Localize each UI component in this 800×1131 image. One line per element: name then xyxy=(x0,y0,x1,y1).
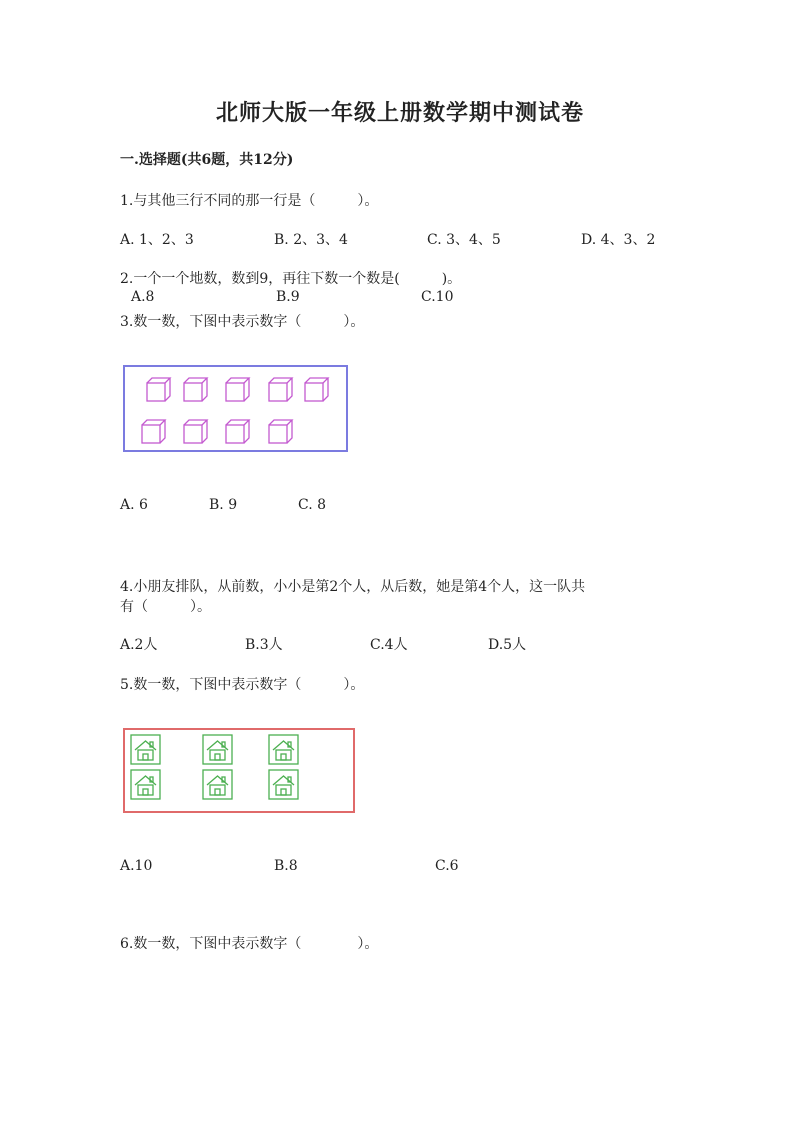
question-4-option-c[interactable]: C.4人 xyxy=(370,637,408,653)
question-2-option-b[interactable]: B.9 xyxy=(276,289,300,305)
question-5-option-a[interactable]: A.10 xyxy=(120,858,153,874)
question-2-option-a[interactable]: A.8 xyxy=(131,289,155,305)
section-header: 一.选择题(共6题，共12分) xyxy=(120,152,294,168)
question-2-stem: 2.一个一个地数，数到9，再往下数一个数是( )。 xyxy=(120,271,462,287)
question-1-stem: 1.与其他三行不同的那一行是（ ）。 xyxy=(120,193,379,209)
question-5-option-c[interactable]: C.6 xyxy=(435,858,459,874)
question-3-option-b[interactable]: B. 9 xyxy=(209,497,238,513)
page-title: 北师大版一年级上册数学期中测试卷 xyxy=(215,100,584,126)
cube-figure-box xyxy=(123,365,348,452)
question-1-option-b[interactable]: B. 2、3、4 xyxy=(274,232,348,248)
house-figure-box xyxy=(123,728,355,813)
question-6-stem: 6.数一数，下图中表示数字（ ）。 xyxy=(120,936,379,952)
question-5-stem: 5.数一数，下图中表示数字（ ）。 xyxy=(120,677,365,693)
question-4-option-b[interactable]: B.3人 xyxy=(245,637,283,653)
question-4-option-a[interactable]: A.2人 xyxy=(120,637,158,653)
question-3-stem: 3.数一数，下图中表示数字（ ）。 xyxy=(120,314,365,330)
question-1-option-c[interactable]: C. 3、4、5 xyxy=(427,232,501,248)
question-1-option-d[interactable]: D. 4、3、2 xyxy=(581,232,656,248)
question-3-option-a[interactable]: A. 6 xyxy=(120,497,148,513)
question-4-stem-line1: 4.小朋友排队，从前数，小小是第2个人，从后数，她是第4个人，这一队共 xyxy=(120,579,586,595)
question-4-stem-line2: 有（ ）。 xyxy=(120,599,211,615)
question-5-option-b[interactable]: B.8 xyxy=(274,858,298,874)
question-3-option-c[interactable]: C. 8 xyxy=(298,497,327,513)
question-2-option-c[interactable]: C.10 xyxy=(421,289,454,305)
question-4-option-d[interactable]: D.5人 xyxy=(488,637,527,653)
question-1-option-a[interactable]: A. 1、2、3 xyxy=(120,232,194,248)
